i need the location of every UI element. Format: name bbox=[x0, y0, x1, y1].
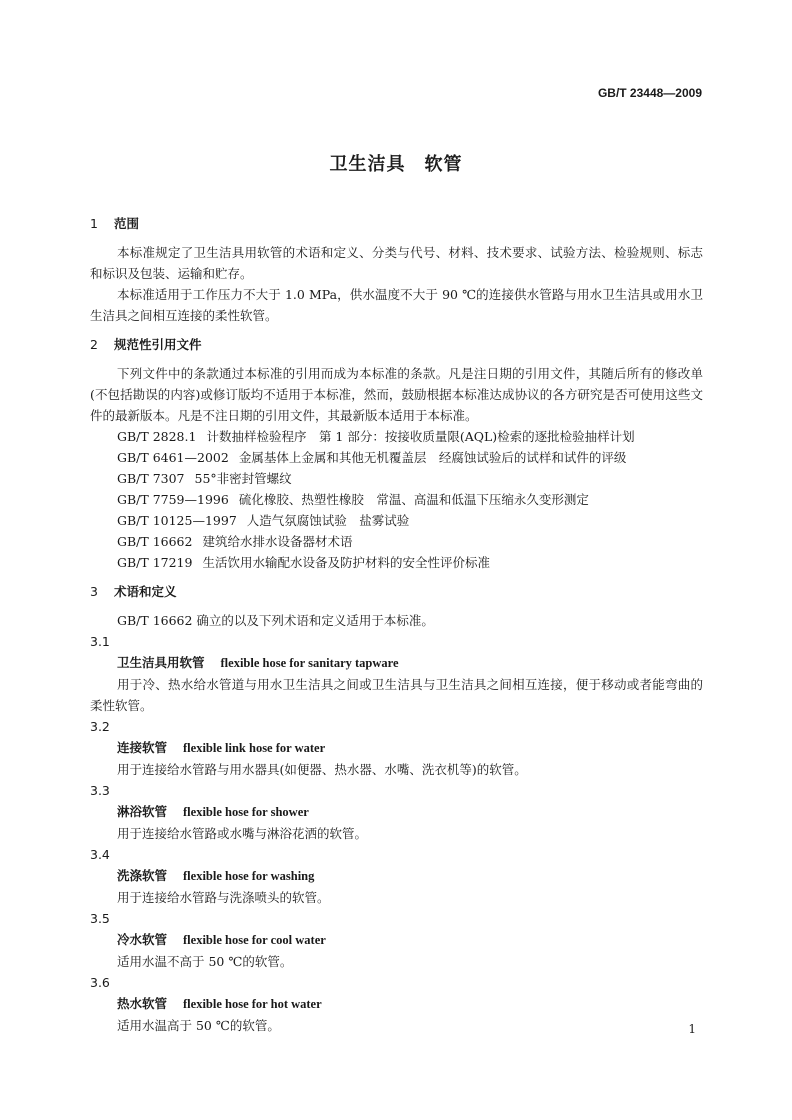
section-heading bbox=[90, 213, 703, 234]
clause-number: 3.3 bbox=[90, 783, 110, 798]
term-chinese: 卫生洁具用软管 bbox=[117, 655, 205, 670]
reference-item bbox=[90, 489, 703, 510]
reference-title: 硫化橡胶、热塑性橡胶 常温、高温和低温下压缩永久变形测定 bbox=[238, 492, 589, 507]
term-english: flexible hose for sanitary tapware bbox=[220, 656, 399, 670]
clause-number: 3.5 bbox=[90, 911, 110, 926]
term-english: flexible link hose for water bbox=[183, 741, 326, 755]
term-definition: 用于连接给水管路或水嘴与淋浴花洒的软管。 bbox=[117, 826, 368, 841]
section-number: 3 bbox=[90, 584, 98, 599]
document-title: 卫生洁具 软管 bbox=[329, 154, 463, 175]
term-heading bbox=[90, 865, 703, 887]
paragraph: 本标准规定了卫生洁具用软管的术语和定义、分类与代号、材料、技术要求、试验方法、检验规则、标志和标识及包装、运输和贮存。 bbox=[90, 245, 703, 281]
reference-code: GB/T 7759—1996 bbox=[117, 492, 229, 507]
paragraph: 本标准适用于工作压力不大于 1.0 MPa，供水温度不大于 90 ℃的连接供水管路与用水卫生洁具或用水卫生洁具之间相互连接的柔性软管。 bbox=[90, 287, 703, 323]
term-english: flexible hose for washing bbox=[183, 869, 315, 883]
term-chinese: 淋浴软管 bbox=[117, 804, 168, 819]
term-english: flexible hose for cool water bbox=[183, 933, 326, 947]
term-chinese: 热水软管 bbox=[117, 996, 168, 1011]
term-definition: 用于冷、热水给水管道与用水卫生洁具之间或卫生洁具与卫生洁具之间相互连接，便于移动或者能弯曲的柔性软管。 bbox=[90, 677, 703, 713]
page-number: 1 bbox=[688, 1022, 696, 1036]
clause-number: 3.2 bbox=[90, 719, 110, 734]
paragraph: GB/T 16662 确立的以及下列术语和定义适用于本标准。 bbox=[117, 613, 434, 628]
reference-item bbox=[90, 531, 703, 552]
term-heading bbox=[90, 929, 703, 951]
term-definition: 适用水温不高于 50 ℃的软管。 bbox=[117, 954, 293, 969]
section-number: 2 bbox=[90, 337, 98, 352]
section-heading bbox=[90, 581, 703, 602]
reference-code: GB/T 2828.1 bbox=[117, 429, 197, 444]
section-title: 规范性引用文件 bbox=[114, 337, 202, 352]
reference-item bbox=[90, 468, 703, 489]
reference-code: GB/T 16662 bbox=[117, 534, 193, 549]
section-heading bbox=[90, 334, 703, 355]
reference-title: 55°非密封管螺纹 bbox=[194, 471, 292, 486]
reference-item bbox=[90, 447, 703, 468]
section-title: 术语和定义 bbox=[114, 584, 177, 599]
term-chinese: 洗涤软管 bbox=[117, 868, 168, 883]
term-english: flexible hose for shower bbox=[183, 805, 309, 819]
term-chinese: 连接软管 bbox=[117, 740, 168, 755]
term-heading bbox=[90, 801, 703, 823]
reference-code: GB/T 10125—1997 bbox=[117, 513, 237, 528]
reference-title: 建筑给水排水设备器材术语 bbox=[202, 534, 353, 549]
clause-number: 3.6 bbox=[90, 975, 110, 990]
reference-item bbox=[90, 510, 703, 531]
clause-number: 3.1 bbox=[90, 634, 110, 649]
section-number: 1 bbox=[90, 216, 98, 231]
term-definition: 用于连接给水管路与洗涤喷头的软管。 bbox=[117, 890, 330, 905]
reference-code: GB/T 6461—2002 bbox=[117, 450, 229, 465]
term-heading bbox=[90, 737, 703, 759]
document-body bbox=[90, 213, 703, 1036]
reference-code: GB/T 7307 bbox=[117, 471, 185, 486]
reference-item bbox=[90, 426, 703, 447]
reference-code: GB/T 17219 bbox=[117, 555, 193, 570]
term-definition: 适用水温高于 50 ℃的软管。 bbox=[117, 1018, 280, 1033]
standard-number: GB/T 23448—2009 bbox=[597, 86, 702, 100]
reference-title: 生活饮用水输配水设备及防护材料的安全性评价标准 bbox=[202, 555, 490, 570]
clause-number: 3.4 bbox=[90, 847, 110, 862]
reference-title: 计数抽样检验程序 第 1 部分：按接收质量限(AQL)检索的逐批检验抽样计划 bbox=[206, 429, 635, 444]
term-english: flexible hose for hot water bbox=[183, 997, 322, 1011]
section-title: 范围 bbox=[114, 216, 140, 231]
reference-title: 人造气氛腐蚀试验 盐雾试验 bbox=[246, 513, 410, 528]
term-chinese: 冷水软管 bbox=[117, 932, 168, 947]
term-heading bbox=[90, 993, 703, 1015]
term-definition: 用于连接给水管路与用水器具(如便器、热水器、水嘴、洗衣机等)的软管。 bbox=[117, 762, 527, 777]
paragraph: 下列文件中的条款通过本标准的引用而成为本标准的条款。凡是注日期的引用文件，其随后所有的修改单(不包括勘误的内容)或修订版均不适用于本标准，然而，鼓励根据本标准达成协议的各方研究是否可使用这些文件的最新版本。凡是不注日期的引用文件，其最新版本适用于本标准。 bbox=[90, 366, 703, 423]
term-heading bbox=[90, 652, 703, 674]
reference-title: 金属基体上金属和其他无机覆盖层 经腐蚀试验后的试样和试件的评级 bbox=[238, 450, 627, 465]
reference-item bbox=[90, 552, 703, 573]
